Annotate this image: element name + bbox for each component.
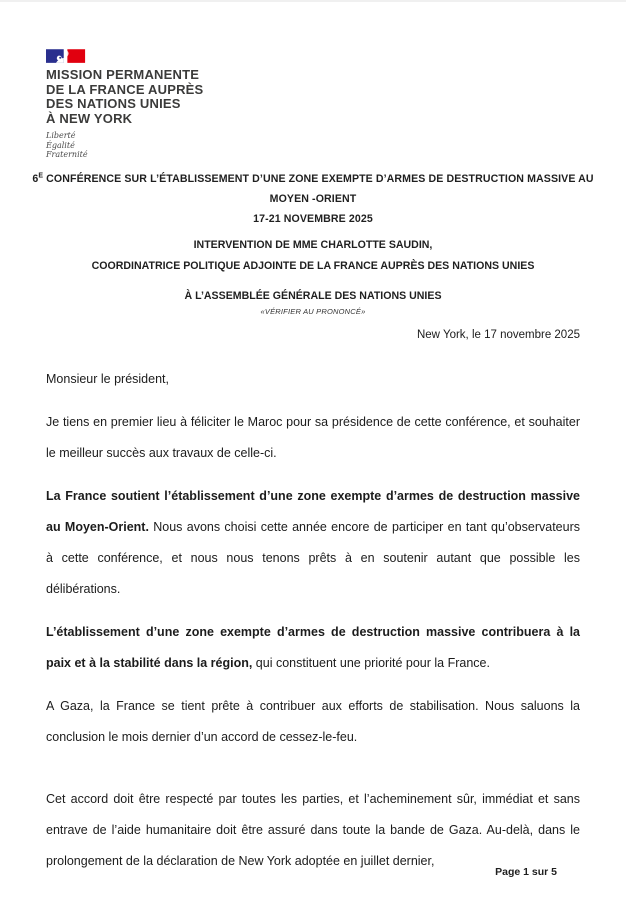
paragraph: Monsieur le président,: [46, 372, 169, 386]
org-name-line: DES NATIONS UNIES: [46, 96, 181, 112]
org-name-line: À NEW YORK: [46, 110, 133, 126]
venue-line: À L’ASSEMBLÉE GÉNÉRALE DES NATIONS UNIES: [184, 290, 442, 302]
document-body: [46, 364, 580, 889]
motto-line: Égalité: [46, 140, 75, 150]
motto-line: Liberté: [46, 131, 76, 141]
conference-title-line2: MOYEN -ORIENT: [269, 193, 357, 205]
paragraph: L’établissement d’une zone exempte d’armes de destruction massive contribuera à la paix et à la stabilité dans la région, qui constituent une priorité pour la France.: [46, 625, 580, 670]
ordinal-superscript: E: [38, 172, 44, 180]
conference-title-line1: $6^E$ CONFÉRENCE SUR L’ÉTABLISSEMENT D’UNE ZONE EXEMPTE D’ARMES DE DESTRUCTION MASSIVE AU: [32, 172, 594, 185]
motto-line: Fraternité: [46, 150, 88, 160]
paragraph: Je tiens en premier lieu à féliciter le Maroc pour sa présidence de cette conférence, et souhaiter le meilleur succès aux travaux de celle-ci.: [46, 415, 580, 460]
conference-title: [0, 169, 626, 229]
paragraph: A Gaza, la France se tient prête à contribuer aux efforts de stabilisation. Nous saluons la conclusion le mois dernier d’un accord de cessez-le-feu.: [46, 699, 580, 744]
speaker-line1: INTERVENTION DE MME CHARLOTTE SAUDIN,: [193, 239, 433, 251]
paragraph: La France soutient l’établissement d’une zone exempte d’armes de destruction massive au Moyen-Orient. Nous avons choisi cette année encore de participer en tant qu’observateurs à cette conférence, et nous nous tenons prêts à en soutenir autant que possible les délibérations.: [46, 489, 580, 596]
speaker-line2: COORDINATRICE POLITIQUE ADJOINTE DE LA FRANCE AUPRÈS DES NATIONS UNIES: [91, 260, 535, 272]
dateline: New York, le 17 novembre 2025: [416, 329, 580, 341]
page-number: Page 1 sur 5: [495, 866, 557, 878]
paragraph: Cet accord doit être respecté par toutes les parties, et l’acheminement sûr, immédiat et sans entrave de l’aide humanitaire doit être assuré dans toute la bande de Gaza. Au-delà, dans le prolongement de la déclaration de New York adoptée en juillet dernier,: [46, 792, 580, 868]
org-name-line: MISSION PERMANENTE: [46, 67, 200, 82]
french-flag-icon: [46, 48, 86, 65]
conference-title-line3: 17-21 NOVEMBRE 2025: [253, 213, 373, 225]
org-name-line: DE LA FRANCE AUPRÈS: [46, 81, 204, 97]
check-against-delivery-note: «VÉRIFIER AU PRONONCÉ»: [260, 307, 366, 316]
speaker-block: [0, 235, 626, 277]
motto: [46, 131, 203, 160]
letterhead: [46, 48, 203, 160]
org-name: [46, 68, 203, 126]
